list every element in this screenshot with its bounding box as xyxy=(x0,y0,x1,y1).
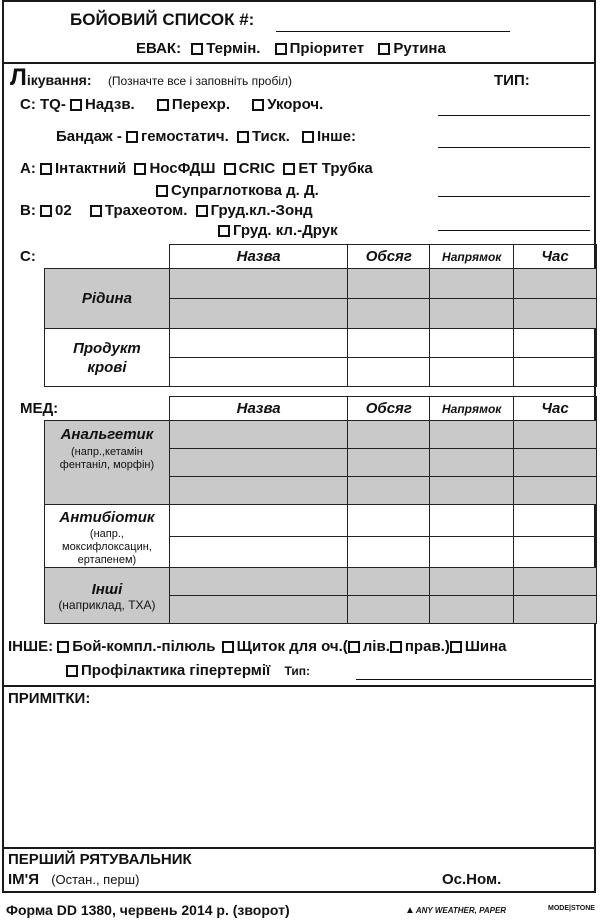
table-cell[interactable] xyxy=(430,568,514,596)
rite-in-the-rain-logo xyxy=(405,905,506,916)
responder-id-label: Ос.Ном. xyxy=(442,871,502,888)
table-row xyxy=(45,421,597,449)
evac-option: Рутина xyxy=(393,40,446,57)
table-cell[interactable] xyxy=(348,329,430,358)
splint-checkbox[interactable] xyxy=(450,641,462,653)
first-responder-title: ПЕРШИЙ РЯТУВАЛЬНИК xyxy=(8,851,192,868)
hypothermia-checkbox[interactable] xyxy=(66,665,78,677)
breathing-option: Груд.кл.-Зонд xyxy=(210,202,313,219)
analgesic-label: Анальгетик xyxy=(60,426,154,443)
other-row xyxy=(8,638,507,655)
other-option: лів. xyxy=(362,638,390,655)
table-cell[interactable] xyxy=(348,505,430,537)
type-label: ТИП: xyxy=(494,72,530,89)
table-cell[interactable] xyxy=(430,477,514,505)
table-cell[interactable] xyxy=(514,568,597,596)
table-cell[interactable] xyxy=(430,505,514,537)
table-cell[interactable] xyxy=(169,329,348,358)
table-cell[interactable] xyxy=(169,536,348,568)
table-cell[interactable] xyxy=(514,596,597,624)
dressing-label: Бандаж - xyxy=(56,128,122,145)
table-cell[interactable] xyxy=(514,329,597,358)
eye-left-checkbox[interactable] xyxy=(348,641,360,653)
hypothermia-type-field[interactable] xyxy=(356,679,592,680)
table-cell[interactable] xyxy=(430,358,514,387)
treatment-instruction: (Позначте все і заповніть пробіл) xyxy=(107,74,292,88)
evac-routine-checkbox[interactable] xyxy=(378,43,390,55)
tq-option: Надзв. xyxy=(85,96,135,113)
evac-label: ЕВАК: xyxy=(136,40,182,57)
evac-option: Термін. xyxy=(206,40,261,57)
fluids-table xyxy=(44,244,597,387)
table-cell[interactable] xyxy=(348,299,430,329)
responder-name-row xyxy=(8,871,139,888)
treatment-heading xyxy=(10,64,292,92)
airway-option: ET Трубка xyxy=(298,160,373,177)
table-cell[interactable] xyxy=(348,269,430,299)
card-title: БОЙОВИЙ СПИСОК #: xyxy=(70,10,255,29)
eye-right-checkbox[interactable] xyxy=(390,641,402,653)
fluid-row-label: Рідина xyxy=(45,269,170,329)
table-cell[interactable] xyxy=(514,421,597,449)
treatment-label: ікування: xyxy=(26,72,92,88)
dressing-option: Тиск. xyxy=(251,128,290,145)
type-field-3[interactable] xyxy=(438,196,590,197)
airway-option: Інтактний xyxy=(55,160,127,177)
analgesic-row-label xyxy=(45,421,170,505)
table-cell[interactable] xyxy=(430,329,514,358)
dressing-row xyxy=(56,128,356,145)
column-header: Обсяг xyxy=(348,397,430,421)
column-header: Час xyxy=(514,245,597,269)
fluids-header-row xyxy=(45,245,597,269)
other-option: Щиток для оч.( xyxy=(236,638,348,655)
tq-row xyxy=(20,96,323,113)
meds-table xyxy=(44,396,597,624)
table-row xyxy=(45,269,597,299)
antibiotic-examples: (напр., моксифлоксацин, ертапенем) xyxy=(62,528,152,566)
breathing-chest-seal-row xyxy=(218,222,338,239)
airway-label: A: xyxy=(20,160,36,177)
column-header: Напрямок xyxy=(430,397,514,421)
tq-option: Перехр. xyxy=(171,96,231,113)
divider xyxy=(4,847,594,849)
tq-label: TQ- xyxy=(40,96,66,113)
airway-npa-checkbox[interactable] xyxy=(134,163,146,175)
meds-header-row xyxy=(45,397,597,421)
airway-cric-checkbox[interactable] xyxy=(224,163,236,175)
table-cell[interactable] xyxy=(169,568,348,596)
tq-truncal-checkbox[interactable] xyxy=(252,99,264,111)
table-row xyxy=(45,505,597,537)
airway-option: НосФДШ xyxy=(149,160,216,177)
table-cell[interactable] xyxy=(169,269,348,299)
pill-pack-checkbox[interactable] xyxy=(57,641,69,653)
tq-junctional-checkbox[interactable] xyxy=(157,99,169,111)
table-cell[interactable] xyxy=(169,596,348,624)
airway-et-tube-checkbox[interactable] xyxy=(283,163,295,175)
other-meds-label: Інші xyxy=(91,580,123,598)
breathing-chest-tube-checkbox[interactable] xyxy=(196,205,208,217)
table-cell[interactable] xyxy=(430,299,514,329)
responder-name-label: ІМ'Я xyxy=(8,871,40,888)
airway-sga-checkbox[interactable] xyxy=(156,185,168,197)
type-field-4[interactable] xyxy=(438,230,590,231)
other-label: ІНШЕ: xyxy=(8,638,54,655)
blood-product-label: Продукт крові xyxy=(73,339,141,376)
breathing-chest-seal-checkbox[interactable] xyxy=(218,225,230,237)
table-cell[interactable] xyxy=(514,299,597,329)
treatment-initial: Л xyxy=(10,64,27,91)
table-cell[interactable] xyxy=(348,596,430,624)
responder-name-hint: (Остан., перш) xyxy=(51,872,140,887)
column-header: Назва xyxy=(169,245,348,269)
circulation-label: C: xyxy=(20,96,36,113)
table-cell[interactable] xyxy=(430,536,514,568)
other-option: Бой-компл.-пілюль xyxy=(72,638,216,655)
other-meds-examples: (наприклад, TXA) xyxy=(58,597,156,612)
breathing-o2-checkbox[interactable] xyxy=(40,205,52,217)
table-cell[interactable] xyxy=(514,269,597,299)
table-cell[interactable] xyxy=(514,477,597,505)
dressing-option: гемостатич. xyxy=(141,128,229,145)
other-meds-row-label xyxy=(45,568,170,624)
column-header: Напрямок xyxy=(430,245,514,269)
table-cell[interactable] xyxy=(348,477,430,505)
table-cell[interactable] xyxy=(169,421,348,449)
table-cell[interactable] xyxy=(514,505,597,537)
table-cell[interactable] xyxy=(348,358,430,387)
table-cell[interactable] xyxy=(348,449,430,477)
fluids-section-label: C: xyxy=(20,248,36,265)
notes-area[interactable] xyxy=(8,708,592,844)
airway-sga-label: Супраглоткова д. Д. xyxy=(171,182,319,199)
table-cell[interactable] xyxy=(430,449,514,477)
column-header: Назва xyxy=(169,397,348,421)
casualty-card-form xyxy=(2,0,596,893)
eye-shield-checkbox[interactable] xyxy=(222,641,234,653)
tq-extremity-checkbox[interactable] xyxy=(70,99,82,111)
hypothermia-label: Профілактика гіпертермії xyxy=(81,662,271,679)
antibiotic-row-label xyxy=(45,505,170,568)
other-option: Шина xyxy=(464,638,507,655)
card-number-field[interactable] xyxy=(276,31,510,32)
table-cell[interactable] xyxy=(514,358,597,387)
airway-option: CRIC xyxy=(238,160,276,177)
logo-mark-icon: ▲ xyxy=(405,905,414,916)
table-row xyxy=(45,568,597,596)
table-cell[interactable] xyxy=(430,596,514,624)
blood-product-row-label xyxy=(45,329,170,387)
table-cell[interactable] xyxy=(169,477,348,505)
table-cell[interactable] xyxy=(514,449,597,477)
table-row xyxy=(45,329,597,358)
table-cell[interactable] xyxy=(514,536,597,568)
breathing-row xyxy=(20,202,313,219)
breathing-chest-seal-label: Груд. кл.-Друк xyxy=(233,222,338,239)
table-cell[interactable] xyxy=(430,269,514,299)
airway-intact-checkbox[interactable] xyxy=(40,163,52,175)
dressing-pressure-checkbox[interactable] xyxy=(237,131,249,143)
dressing-option: Інше: xyxy=(316,128,357,145)
breathing-trach-checkbox[interactable] xyxy=(90,205,102,217)
tq-option: Укороч. xyxy=(267,96,324,113)
antibiotic-label: Антибіотик xyxy=(59,509,155,526)
table-cell[interactable] xyxy=(348,568,430,596)
hypothermia-type-label: Тип: xyxy=(284,664,310,678)
other-option: прав.) xyxy=(404,638,450,655)
form-footer-text: Форма DD 1380, червень 2014 р. (зворот) xyxy=(6,902,290,918)
table-cell[interactable] xyxy=(169,449,348,477)
airway-sga-row xyxy=(156,182,319,199)
column-header: Обсяг xyxy=(348,245,430,269)
evac-row xyxy=(136,40,446,57)
hypothermia-row xyxy=(66,662,310,679)
notes-label: ПРИМІТКИ: xyxy=(8,690,91,707)
manufacturer-logo: MODE|STONE xyxy=(548,905,595,912)
analgesic-examples: (напр.,кетамін фентаніл, морфін) xyxy=(59,446,155,471)
table-cell[interactable] xyxy=(169,358,348,387)
evac-priority-checkbox[interactable] xyxy=(275,43,287,55)
logo-text: ANY WEATHER, PAPER xyxy=(415,906,507,915)
table-cell[interactable] xyxy=(169,299,348,329)
table-cell[interactable] xyxy=(348,421,430,449)
breathing-option: Трахеотом. xyxy=(104,202,188,219)
table-cell[interactable] xyxy=(430,421,514,449)
table-cell[interactable] xyxy=(348,536,430,568)
meds-section-label: МЕД: xyxy=(20,400,59,417)
type-field-1[interactable] xyxy=(438,115,590,116)
breathing-option: 02 xyxy=(55,202,72,219)
dressing-other-checkbox[interactable] xyxy=(302,131,314,143)
evac-option: Пріоритет xyxy=(289,40,365,57)
airway-row xyxy=(20,160,373,177)
type-field-2[interactable] xyxy=(438,147,590,148)
evac-urgent-checkbox[interactable] xyxy=(191,43,203,55)
dressing-hemostatic-checkbox[interactable] xyxy=(126,131,138,143)
divider xyxy=(4,685,594,687)
table-cell[interactable] xyxy=(169,505,348,537)
breathing-label: B: xyxy=(20,202,36,219)
column-header: Час xyxy=(514,397,597,421)
